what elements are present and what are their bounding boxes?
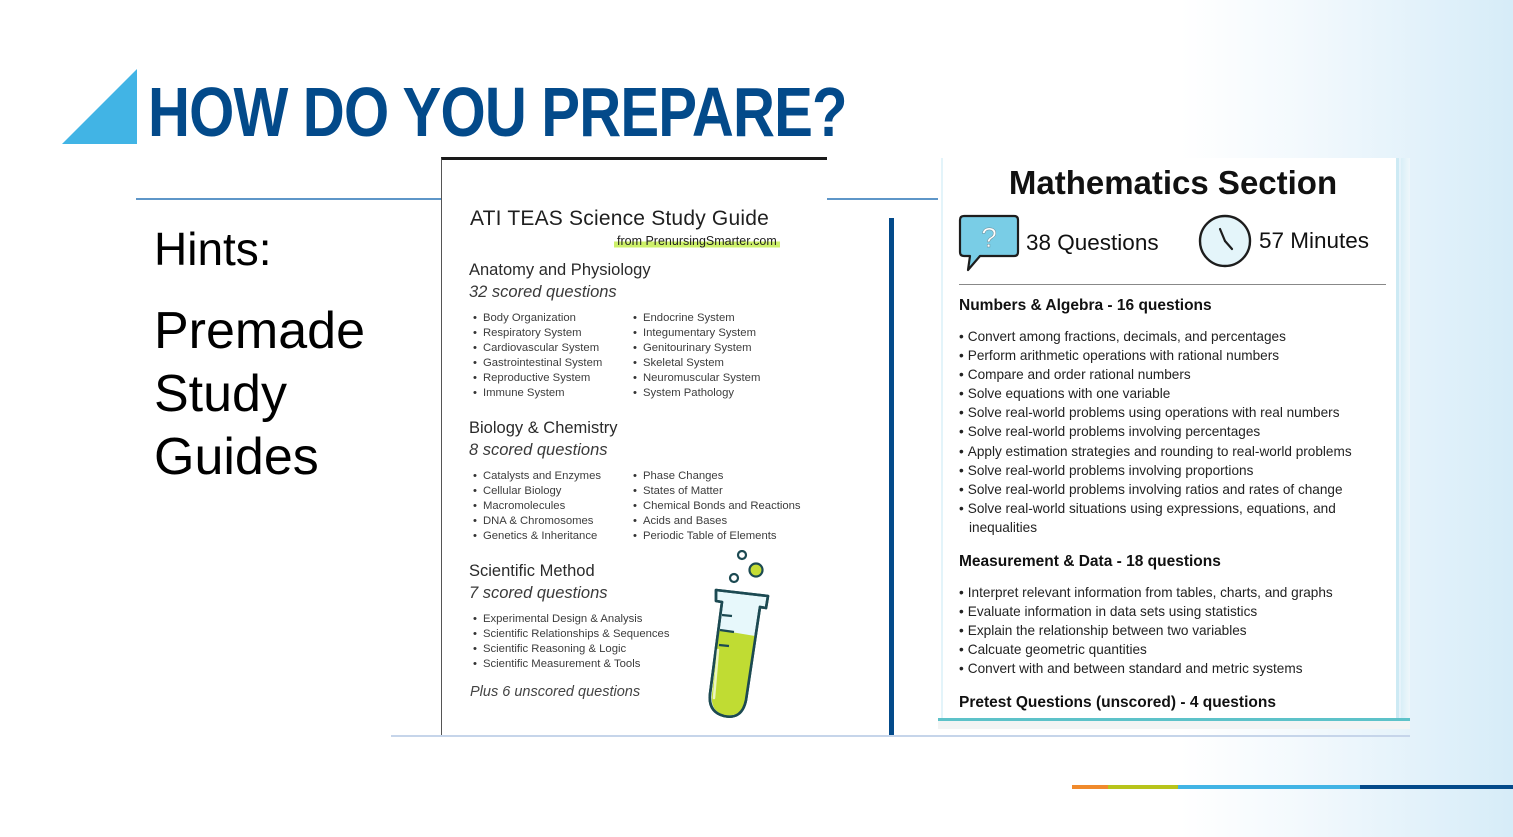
- math-section-title: Mathematics Section: [1008, 164, 1338, 201]
- bottom-rule: [391, 735, 1410, 737]
- questions-stat: [958, 212, 1159, 274]
- list-item: • Experimental Design & Analysis: [473, 612, 793, 627]
- footer-color-bar: [1072, 785, 1513, 789]
- section-title: Scientific Method: [469, 562, 595, 580]
- science-guide-footer: Plus 6 unscored questions: [470, 684, 641, 700]
- list-item: • Reproductive System: [473, 371, 633, 386]
- group-list-measurement-data: [959, 583, 1394, 678]
- section-topic-list: [473, 311, 819, 401]
- test-tube-icon: [704, 550, 794, 720]
- list-item: • Solve real-world situations using expressions, equations, and inequalities: [959, 499, 1359, 537]
- list-item: • Solve real-world problems involving ratios and rates of change: [959, 480, 1394, 499]
- list-item: • Endocrine System: [633, 311, 823, 326]
- footer-segment-navy: [1360, 785, 1513, 789]
- list-item: • DNA & Chromosomes: [473, 514, 633, 529]
- list-item: • Convert among fractions, decimals, and percentages: [959, 327, 1394, 346]
- questions-count: 38 Questions: [1026, 230, 1159, 255]
- list-item: • Compare and order rational numbers: [959, 365, 1394, 384]
- science-study-guide-image: [441, 157, 827, 735]
- group-heading: Numbers & Algebra - 16 questions: [959, 297, 1212, 314]
- list-item: • Solve real-world problems using operations with real numbers: [959, 403, 1394, 422]
- list-item: • System Pathology: [633, 386, 823, 401]
- list-item: • Cellular Biology: [473, 484, 633, 499]
- list-item: • Solve real-world problems involving proportions: [959, 461, 1394, 480]
- science-section-biology-chemistry: [469, 417, 819, 544]
- list-item: • Convert with and between standard and metric systems: [959, 659, 1394, 678]
- list-item: • Chemical Bonds and Reactions: [633, 499, 823, 514]
- list-item: • Scientific Measurement & Tools: [473, 657, 793, 672]
- mathematics-section-image: [941, 158, 1399, 718]
- math-card-shadow: [1401, 158, 1410, 718]
- list-item: • Interpret relevant information from tables, charts, and graphs: [959, 583, 1394, 602]
- slide-title: HOW DO YOU PREPARE?: [148, 73, 847, 151]
- section-topic-list: [473, 469, 819, 544]
- hints-text: [154, 218, 365, 489]
- list-item: • Explain the relationship between two variables: [959, 621, 1394, 640]
- minutes-count: 57 Minutes: [1259, 228, 1370, 253]
- list-item: • Catalysts and Enzymes: [473, 469, 633, 484]
- list-item: • Acids and Bases: [633, 514, 823, 529]
- list-item: • Gastrointestinal System: [473, 356, 633, 371]
- science-section-anatomy: [469, 259, 819, 401]
- list-item: • Body Organization: [473, 311, 633, 326]
- list-item: • Solve equations with one variable: [959, 384, 1394, 403]
- footer-segment-green: [1108, 785, 1178, 789]
- list-item: • Respiratory System: [473, 326, 633, 341]
- group-heading: Pretest Questions (unscored) - 4 questions: [959, 694, 1276, 711]
- section-count: 8 scored questions: [469, 441, 608, 459]
- list-item: • Genitourinary System: [633, 341, 823, 356]
- list-item: • States of Matter: [633, 484, 823, 499]
- vertical-divider: [889, 218, 894, 735]
- hints-line: Guides: [154, 428, 319, 486]
- list-item: • Cardiovascular System: [473, 341, 633, 356]
- math-card-shadow-bottom: [938, 721, 1410, 729]
- group-heading: Measurement & Data - 18 questions: [959, 553, 1221, 570]
- science-guide-title: ATI TEAS Science Study Guide: [470, 207, 769, 230]
- list-item: • Neuromuscular System: [633, 371, 823, 386]
- hints-line: Study: [154, 365, 287, 423]
- section-title: Anatomy and Physiology: [469, 261, 651, 279]
- section-count: 7 scored questions: [469, 584, 608, 602]
- svg-text:?: ?: [981, 222, 997, 253]
- list-item: • Phase Changes: [633, 469, 823, 484]
- question-bubble-icon: [958, 212, 1020, 274]
- hints-line: Premade: [154, 302, 365, 360]
- list-item: • Macromolecules: [473, 499, 633, 514]
- list-item: • Integumentary System: [633, 326, 823, 341]
- group-list-numbers-algebra: [959, 327, 1394, 537]
- math-divider: [959, 284, 1386, 285]
- list-item: • Genetics & Inheritance: [473, 529, 633, 544]
- list-item: • Immune System: [473, 386, 633, 401]
- list-item: • Scientific Relationships & Sequences: [473, 627, 793, 642]
- section-count: 32 scored questions: [469, 283, 617, 301]
- hints-label: Hints:: [154, 223, 272, 275]
- science-guide-source: from PrenursingSmarter.com: [614, 234, 780, 248]
- list-item: • Periodic Table of Elements: [633, 529, 823, 544]
- list-item: • Scientific Reasoning & Logic: [473, 642, 793, 657]
- list-item: • Solve real-world problems involving percentages: [959, 422, 1394, 441]
- minutes-stat: [1197, 213, 1369, 269]
- clock-icon: [1197, 213, 1253, 269]
- list-item: • Perform arithmetic operations with rational numbers: [959, 346, 1394, 365]
- list-item: • Evaluate information in data sets using statistics: [959, 602, 1394, 621]
- hints-body: [154, 300, 365, 489]
- list-item: • Skeletal System: [633, 356, 823, 371]
- footer-segment-lightblue: [1178, 785, 1360, 789]
- footer-segment-orange: [1072, 785, 1108, 789]
- section-title: Biology & Chemistry: [469, 419, 618, 437]
- list-item: • Apply estimation strategies and rounding to real-world problems: [959, 442, 1394, 461]
- list-item: • Calcuate geometric quantities: [959, 640, 1394, 659]
- title-accent-triangle-icon: [62, 69, 137, 144]
